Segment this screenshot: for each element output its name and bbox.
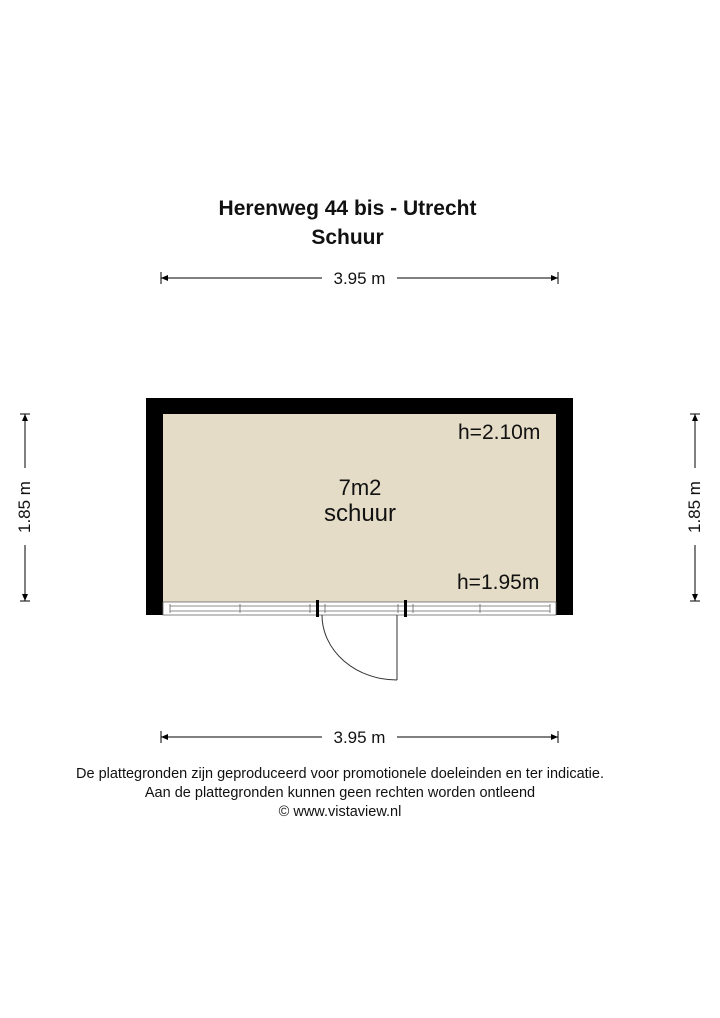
dimension-label-top: 3.95 m [333,269,386,288]
door [322,615,397,680]
copyright: © www.vistaview.nl [278,804,402,820]
disclaimer-line-1: De plattegronden zijn geproduceerd voor promotionele doeleinden en ter indicatie. [76,766,604,782]
plan-title: Herenweg 44 bis - Utrecht [218,197,477,220]
ceiling-height-high: h=2.10m [458,421,541,444]
room-name: schuur [323,500,397,527]
dimension-label-right: 1.85 m [685,481,704,533]
ceiling-height-low: h=1.95m [457,571,540,594]
dimension-label-bottom: 3.95 m [333,728,386,747]
dimension-label-left: 1.85 m [15,481,34,533]
room-area: 7m2 [338,475,382,500]
disclaimer-line-2: Aan de plattegronden kunnen geen rechten worden ontleend [144,785,536,801]
window-strip [163,602,556,615]
plan-subtitle: Schuur [311,226,384,249]
